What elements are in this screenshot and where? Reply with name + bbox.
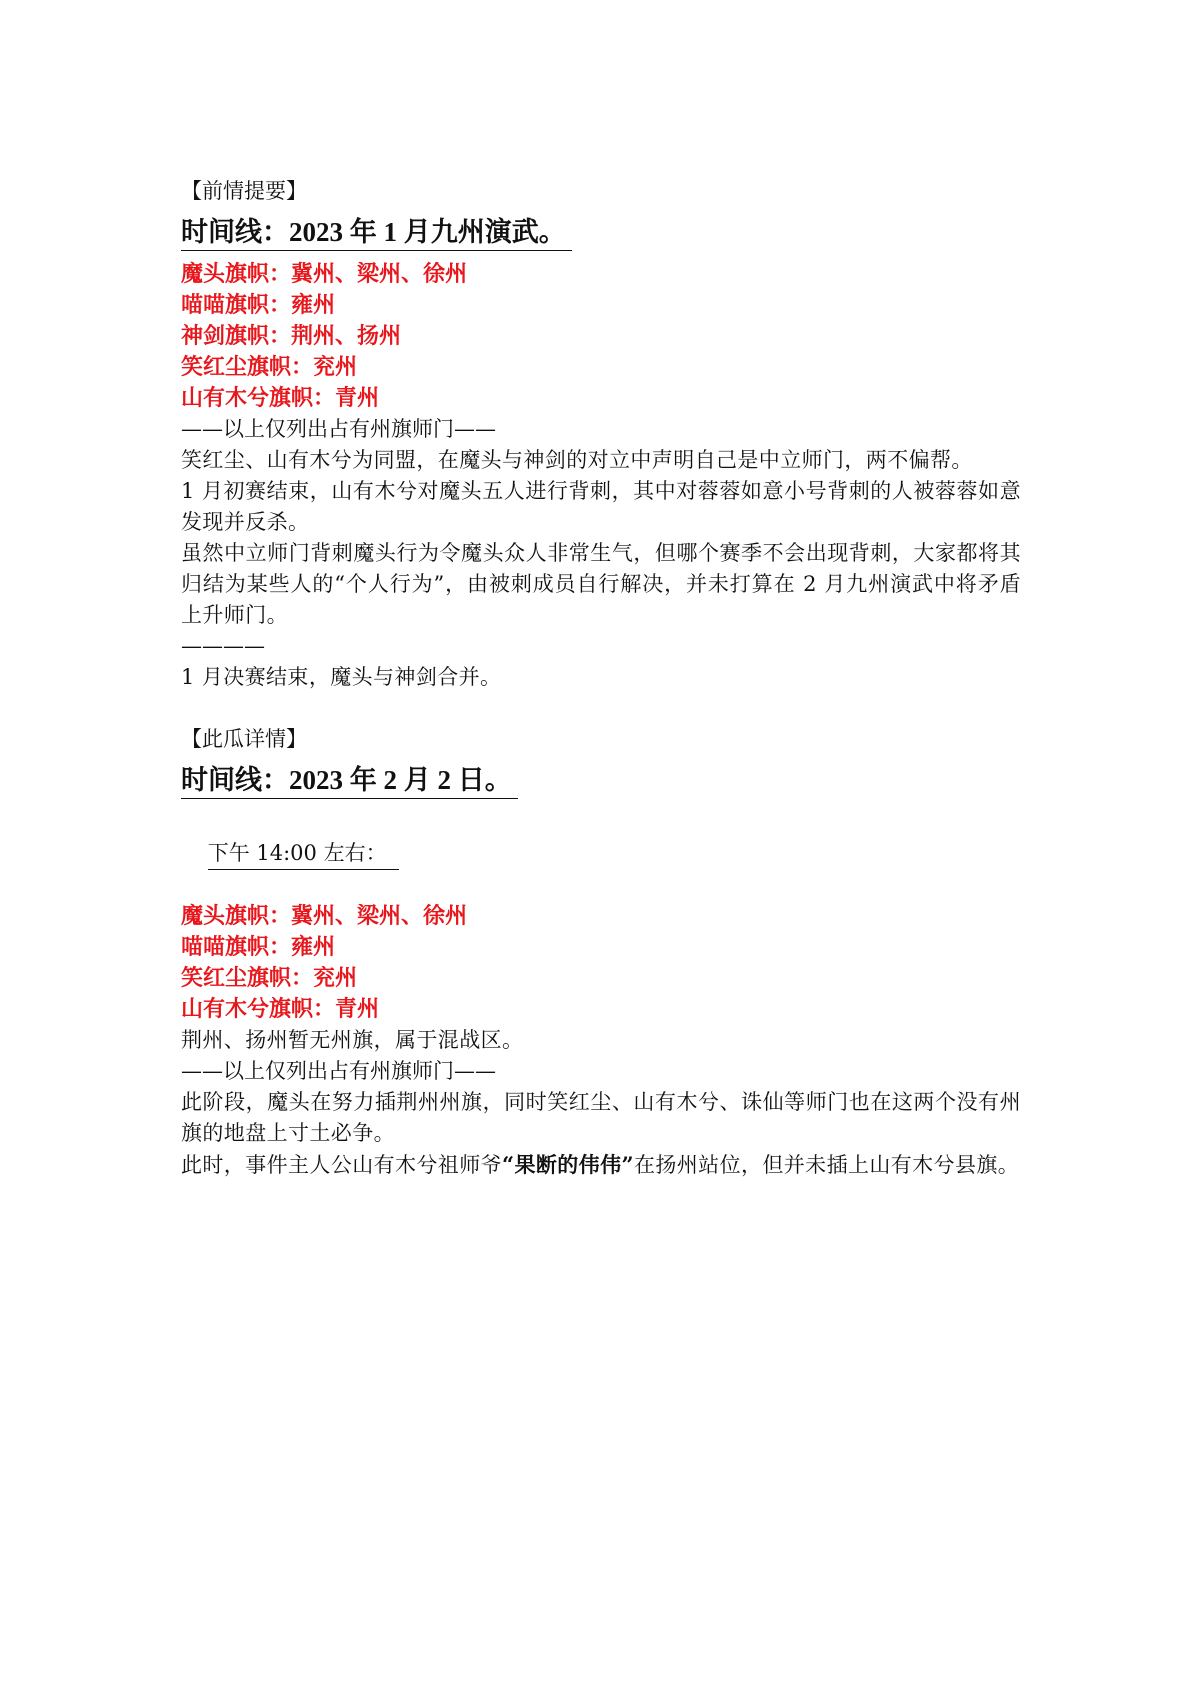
divider-note: ——以上仅列出占有州旗师门—— xyxy=(181,1059,496,1083)
bold-name: “果断的伟伟” xyxy=(502,1152,634,1177)
flag-line: 喵喵旗帜：雍州 xyxy=(181,292,336,318)
document-page xyxy=(181,176,1021,1181)
section-heading-details: 【此瓜详情】 xyxy=(181,727,307,751)
timeline-title: 时间线：2023 年 2 月 2 日。 xyxy=(181,762,518,799)
flag-line: 山有木兮旗帜：青州 xyxy=(181,385,380,411)
flag-line: 神剑旗帜：荆州、扬州 xyxy=(181,323,402,349)
time-note: 下午 14:00 左右： xyxy=(208,838,399,870)
horizontal-rule-text: ———— xyxy=(181,634,265,658)
paragraph: 1 月初赛结束，山有木兮对魔头五人进行背刺，其中对蓉蓉如意小号背刺的人被蓉蓉如意发现并反杀。 xyxy=(181,479,1021,534)
paragraph: 笑红尘、山有木兮为同盟，在魔头与神剑的对立中声明自己是中立师门，两不偏帮。 xyxy=(181,448,973,472)
paragraph-text: 在扬州站位，但并未插上山有木兮县旗。 xyxy=(633,1153,1020,1177)
paragraph: 荆州、扬州暂无州旗，属于混战区。 xyxy=(181,1028,524,1052)
paragraph-text: 此时，事件主人公山有木兮祖师爷 xyxy=(181,1153,502,1177)
flag-line: 笑红尘旗帜：兖州 xyxy=(181,965,358,991)
divider-note: ——以上仅列出占有州旗师门—— xyxy=(181,417,496,441)
flag-line: 魔头旗帜：冀州、梁州、徐州 xyxy=(181,261,468,287)
timeline-title: 时间线：2023 年 1 月九州演武。 xyxy=(181,214,572,251)
flag-line: 喵喵旗帜：雍州 xyxy=(181,934,336,960)
section-heading-background: 【前情提要】 xyxy=(181,179,307,203)
timeline-wrap xyxy=(181,207,1021,259)
paragraph: 此阶段，魔头在努力插荆州州旗，同时笑红尘、山有木兮、诛仙等师门也在这两个没有州旗的地盘上寸土必争。 xyxy=(181,1090,1021,1145)
timeline-wrap xyxy=(181,755,1021,807)
time-note-row xyxy=(181,807,1021,901)
flag-line: 笑红尘旗帜：兖州 xyxy=(181,354,358,380)
paragraph-with-bold xyxy=(181,1149,1021,1181)
flag-line: 山有木兮旗帜：青州 xyxy=(181,996,380,1022)
paragraph: 虽然中立师门背刺魔头行为令魔头众人非常生气，但哪个赛季不会出现背刺，大家都将其归结为某些人的“个人行为”，由被刺成员自行解决，并未打算在 2 月九州演武中将矛盾上升师门。 xyxy=(181,541,1021,627)
paragraph: 1 月决赛结束，魔头与神剑合并。 xyxy=(181,665,502,689)
spacer xyxy=(181,693,1021,724)
flag-line: 魔头旗帜：冀州、梁州、徐州 xyxy=(181,903,468,929)
